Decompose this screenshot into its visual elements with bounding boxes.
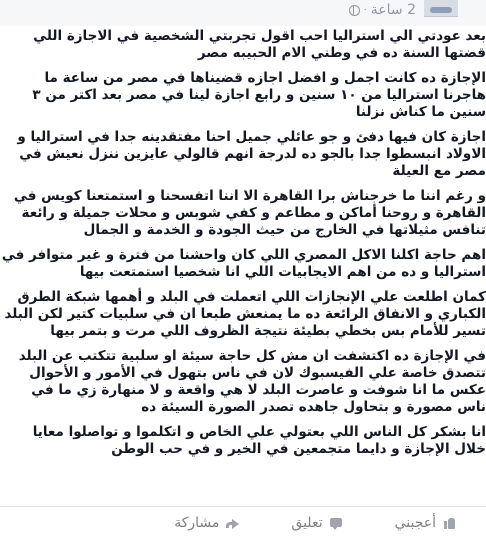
avatar[interactable] bbox=[424, 0, 458, 17]
like-button[interactable] bbox=[395, 515, 456, 531]
post-text-line: تنافس مثيلاتها في الخارج من حيث الجودة و الخدمة و الجمال bbox=[83, 222, 486, 238]
post-text-line: في الإجازة ده اكتشفت ان مش كل حاجة سيئة او سلبية تتكتب عن البلد bbox=[18, 348, 486, 364]
post-text-line: الاولاد انبسطوا جدا بالجو ده لدرجة انهم قالولي عايزين ننزل نعيش في bbox=[19, 146, 486, 162]
post-text-line: هاجرنا استراليا من ١٠ سنين و رابع اجازة لينا في مصر بعد اكتر من ٣ bbox=[32, 87, 486, 103]
post-paragraph bbox=[14, 348, 486, 416]
post-text-line: اجازة كان فيها دفئ و جو عائلي جميل احنا مفتقدينه جدا في استراليا و bbox=[17, 129, 486, 145]
post-paragraph bbox=[4, 289, 486, 340]
like-label: أعجبني bbox=[394, 515, 436, 531]
post-paragraph bbox=[14, 129, 486, 180]
post-body bbox=[1, 28, 486, 466]
post-text-line: سنين ما كناش نزلنا bbox=[355, 104, 486, 120]
post-paragraph bbox=[1, 247, 486, 281]
post-text-line: قضتها السنة ده في وطني الام الحبيبه مصر bbox=[197, 45, 486, 61]
post-text-line: خلال الإجازة و دايما متجمعين في الخير و في حب الوطن bbox=[111, 441, 486, 457]
share-label: مشاركة bbox=[174, 515, 220, 531]
post-text-line: كمان اطلعت علي الإنجازات اللي اتعملت في البلد و أهمها شبكة الطرق bbox=[17, 289, 486, 305]
post-text-line: عكس ما انا شوفت و عاصرت البلد لا هي واقعة و لا منهارة زي ما في bbox=[31, 382, 486, 398]
comment-button[interactable] bbox=[291, 515, 342, 531]
post-text-line: انا بشكر كل الناس اللي بعتولي علي الخاص و اتكلموا و تواصلوا معايا bbox=[32, 424, 486, 440]
post-text-line: ناس مصورة و بتحاول جاهده تصدر الصورة السيئة ده bbox=[141, 399, 486, 415]
divider bbox=[0, 506, 486, 507]
post-timestamp[interactable] bbox=[349, 2, 416, 18]
timestamp-text[interactable]: 2 ساعة bbox=[370, 2, 416, 18]
post-text-line: و رغم اننا ما خرجناش برا القاهرة الا اننا اتفسحنا و استمتعنا كويس في bbox=[13, 188, 486, 204]
post-text-line: القاهرة و روحنا أماكن و مطاعم و كفي شوبس و محلات جميلة و رائعة bbox=[21, 205, 486, 221]
share-icon bbox=[225, 516, 239, 530]
comment-icon bbox=[329, 516, 343, 530]
comment-label: تعليق bbox=[291, 515, 323, 531]
post-paragraph bbox=[14, 424, 486, 458]
post-paragraph bbox=[14, 188, 486, 239]
globe-icon[interactable] bbox=[349, 5, 360, 16]
post-header bbox=[0, 0, 486, 26]
post-text-line: مصر مع العيلة bbox=[392, 163, 486, 179]
post-text-line: استراليا و ده من اهم الايجابيات اللي انا شخصيا استمتعت بيها bbox=[79, 264, 486, 280]
post-paragraph bbox=[14, 28, 486, 62]
post-text-line: بعد عودتي الي استراليا احب اقول تجربتي الشخصية في الاجازة اللي bbox=[33, 28, 486, 44]
post-actions bbox=[174, 515, 456, 531]
post-text-line: تتصدق خاصة علي الفيسبوك لان في ناس بتهول في الأمور و الأحوال bbox=[29, 365, 486, 381]
post-text-line: اهم حاجة اكلنا الاكل المصري اللي كان واحشنا من فترة و غير متوافر في bbox=[1, 247, 486, 263]
separator-dot: · bbox=[363, 4, 367, 16]
post-paragraph bbox=[14, 70, 486, 121]
post-text-line: الإجازة ده كانت اجمل و افضل اجازه قضيناها في مصر من ساعة ما bbox=[44, 70, 486, 86]
post-text-line: تسير للأمام بس بخطي بطيئة نتيجة الظروف اللي مرت و بتمر بيها bbox=[50, 323, 486, 339]
post-text-line: الكباري و الانفاق الرائعة ده ما يمنعش طبعا ان في سلبيات كتير لكن البلد bbox=[4, 306, 486, 322]
thumbs-up-icon bbox=[442, 516, 456, 530]
share-button[interactable] bbox=[174, 515, 239, 531]
